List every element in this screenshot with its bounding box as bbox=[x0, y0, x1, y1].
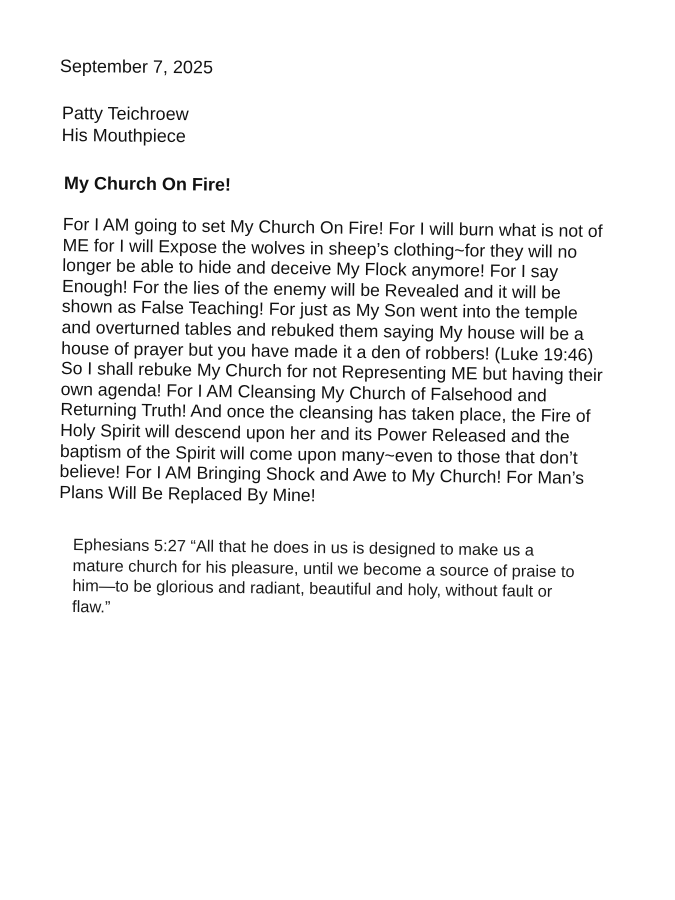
message-title: My Church On Fire! bbox=[63, 172, 231, 195]
body-line: Enough! For the lies of the enemy will be Revealed and it will be bbox=[61, 275, 561, 303]
scripture-line: mature church for his pleasure, until we become a source of praise to bbox=[72, 556, 575, 581]
message-body bbox=[59, 214, 663, 510]
document-date: September 7, 2025 bbox=[59, 55, 214, 78]
body-line: Returning Truth! And once the cleansing has taken place, the Fire of bbox=[60, 399, 591, 427]
body-line: So I shall rebuke My Church for not Representing ME but having their bbox=[60, 358, 603, 386]
scripture-line: flaw.” bbox=[72, 597, 111, 617]
body-line: and overturned tables and rebuked them saying My house will be a bbox=[61, 316, 584, 344]
body-line: For I AM going to set My Church On Fire! For I will burn what is not of bbox=[62, 214, 603, 242]
body-line: own agenda! For I AM Cleansing My Church of Falsehood and bbox=[60, 378, 547, 406]
body-line: house of prayer but you have made it a den of robbers! (Luke 19:46) bbox=[61, 337, 594, 365]
body-line: Plans Will Be Replaced By Mine! bbox=[59, 481, 316, 506]
body-line: ME for I will Expose the wolves in sheep’s clothing~for they will no bbox=[62, 234, 578, 262]
body-line: Holy Spirit will descend upon her and its Power Released and the bbox=[60, 419, 570, 447]
scripture-line: Ephesians 5:27 “All that he does in us is designed to make us a bbox=[72, 535, 535, 560]
body-line: baptism of the Spirit will come upon many~even to those that don’t bbox=[59, 440, 578, 468]
scripture-quote bbox=[72, 535, 653, 624]
body-line: believe! For I AM Bringing Shock and Awe to My Church! For Man’s bbox=[59, 461, 585, 488]
body-line: longer be able to hide and deceive My Flock anymore! For I say bbox=[62, 255, 559, 282]
author-role: His Mouthpiece bbox=[61, 124, 186, 147]
scripture-line: him—to be glorious and radiant, beautiful and holy, without fault or bbox=[72, 577, 553, 602]
body-line: shown as False Teaching! For just as My Son went into the temple bbox=[61, 296, 578, 324]
author-block bbox=[62, 102, 189, 147]
author-name: Patty Teichroew bbox=[61, 102, 189, 125]
